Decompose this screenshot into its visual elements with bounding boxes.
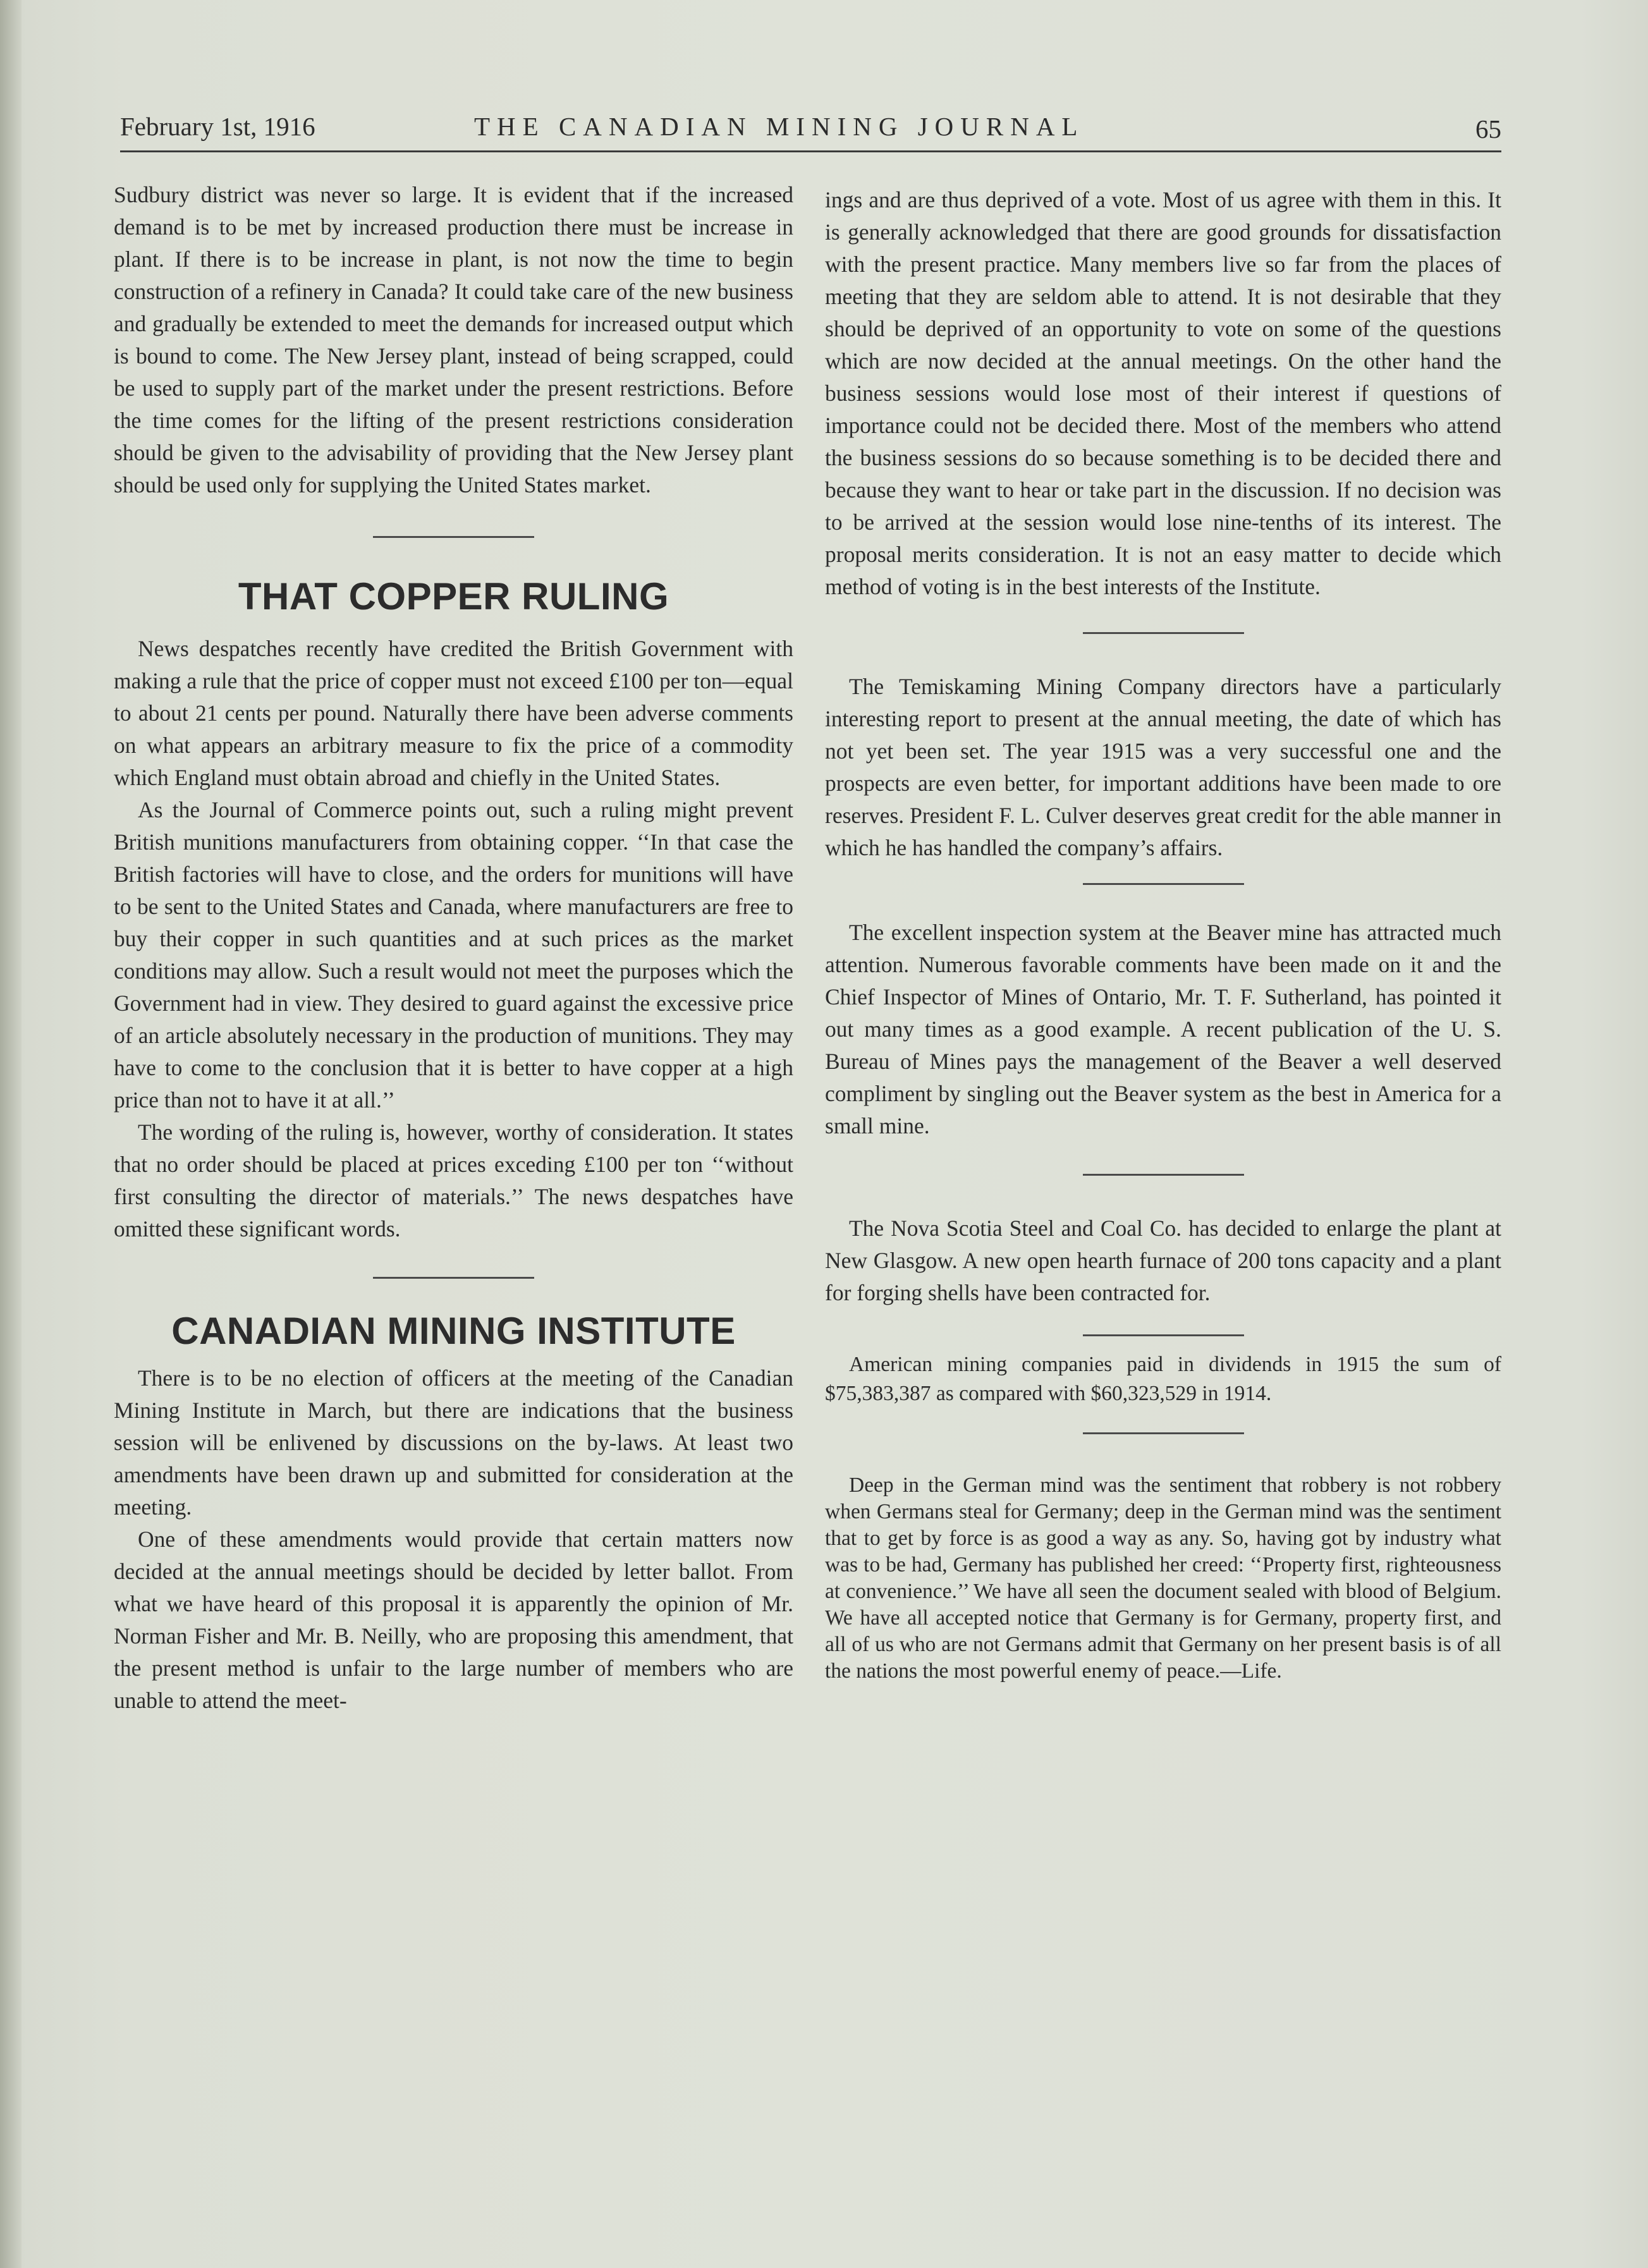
section-divider bbox=[1083, 1334, 1244, 1336]
copper-paragraph: News despatches recently have credited the British Government with making a rule that the price of copper must not exceed £100 per ton—equal to about 21 cents per pound. Naturally there have been adverse comments on what appears an arbitrary measure to fix the price of a commodity which England must obtain abroad and chiefly in the United States. bbox=[114, 636, 793, 790]
refinery-continuation: Sudbury district was never so large. It is evident that if the increased demand is to be met by increased production there must be increase in plant. If there is to be increase in plant, is not now the time to begin construction of a refinery in Canada? It could take care of the new business and gradually be extended to meet the demands for increased output which is bound to come. The New Jersey plant, instead of being scrapped, could be used to supply part of the market under the present restrictions. Before the time comes for the lifting of the present restrictions consideration should be given to the advisability of providing that the New Jersey plant should be used only for supplying the United States market. bbox=[114, 182, 793, 497]
copper-paragraph: As the Journal of Commerce points out, such a ruling might prevent British munitions manufacturers from obtaining copper. ‘‘In that case the British factories will have to close, and the orders for munitions will have to be sent to the United States and Canada, where manufacturers are free to buy their copper in such quantities and at such prices as the market conditions may allow. Such a result would not meet the purposes which the Government had in view. They desired to guard against the excessive price of an article absolutely necessary in the production of munitions. They may have to come to the conclusion that it is better to have copper at a high price than not to have it at all.’’ bbox=[114, 797, 793, 1113]
nova-scotia-note: The Nova Scotia Steel and Coal Co. has decided to enlarge the plant at New Glasgow. A new open hearth furnace of 200 tons capacity and a plant for forging shells have been contracted for. bbox=[825, 1216, 1501, 1305]
copper-ruling-heading: THAT COPPER RULING bbox=[238, 575, 669, 618]
binding-edge bbox=[0, 0, 21, 2268]
section-divider bbox=[373, 536, 534, 538]
mining-institute-heading: CANADIAN MINING INSTITUTE bbox=[171, 1310, 736, 1352]
issue-date: February 1st, 1916 bbox=[120, 112, 315, 141]
section-divider bbox=[373, 1277, 534, 1279]
left-column bbox=[114, 179, 793, 1717]
institute-paragraph: One of these amendments would provide that certain matters now decided at the annual meetings should be decided by letter ballot. From what we have heard of this proposal it is apparently the opinion of Mr. Norman Fisher and Mr. B. Neilly, who are proposing this amendment, that the present method is unfair to the large number of members who are unable to attend the meet- bbox=[114, 1527, 793, 1713]
german-quote: Deep in the German mind was the sentiment that robbery is not robbery when Germans steal for Germany; deep in the German mind was the sentiment that to get by force is as good a way as any. So, having got by industry what was to be had, Germany has published her creed: ‘‘Property first, righteousness at convenience.’’ We have all seen the document sealed with blood of Belgium. We have all accepted notice that Germany is for Germany, property first, and all of us who are not Germans admit that Germany on her present basis is of all the nations the most powerful enemy of peace.—Life. bbox=[825, 1473, 1501, 1683]
institute-continuation: ings and are thus deprived of a vote. Most of us agree with them in this. It is generally acknowledged that there are good grounds for dissatisfaction with the present practice. Many members live so far from the places of meeting that they are seldom able to attend. It is not desirable that they should be deprived of an opportunity to vote on some of the questions which are now decided at the annual meetings. On the other hand the business sessions would lose most of their interest if questions of importance could not be decided there. Most of the members who attend the business sessions do so because something is to be decided there and because they want to hear or take part in the discussion. If no decision was to be arrived at the session would lose nine-tenths of its interest. The proposal merits consideration. It is not an easy matter to decide which method of voting is in the best interests of the Institute. bbox=[825, 187, 1501, 599]
beaver-mine-note: The excellent inspection system at the Beaver mine has attracted much attention. Numerous favorable comments have been made on it and the Chief Inspector of Mines of Ontario, Mr. T. F. Sutherland, has pointed it out many times as a good example. A recent publication of the U. S. Bureau of Mines pays the management of the Beaver a well deserved compliment by singling out the Beaver system as the best in America for a small mine. bbox=[825, 920, 1501, 1138]
right-column bbox=[825, 184, 1501, 1685]
header-rule bbox=[120, 150, 1501, 152]
page-number: 65 bbox=[1475, 114, 1501, 143]
copper-paragraph: The wording of the ruling is, however, worthy of consideration. It states that no order should be placed at prices exceding £100 per ton ‘‘without first consulting the director of materials.’’ The news despatches have omitted these significant words. bbox=[114, 1119, 793, 1241]
temiskaming-note: The Temiskaming Mining Company directors have a particularly interesting report to present at the annual meeting, the date of which has not yet been set. The year 1915 was a very successful one and the prospects are even better, for important additions have been made to ore reserves. President F. L. Culver deserves great credit for the able manner in which he has handled the company’s affairs. bbox=[825, 674, 1501, 860]
journal-title: THE CANADIAN MINING JOURNAL bbox=[474, 112, 1085, 141]
dividends-note: American mining companies paid in dividends in 1915 the sum of $75,383,387 as compared with $60,323,529 in 1914. bbox=[825, 1353, 1501, 1405]
section-divider bbox=[1083, 883, 1244, 885]
section-divider bbox=[1083, 1432, 1244, 1434]
running-header bbox=[120, 111, 1501, 149]
section-divider bbox=[1083, 632, 1244, 634]
institute-paragraph: There is to be no election of officers at the meeting of the Canadian Mining Institute in March, but there are indications that the business session will be enlivened by discussions on the by-laws. At least two amendments have been drawn up and submitted for consideration at the meeting. bbox=[114, 1365, 793, 1520]
section-divider bbox=[1083, 1174, 1244, 1176]
